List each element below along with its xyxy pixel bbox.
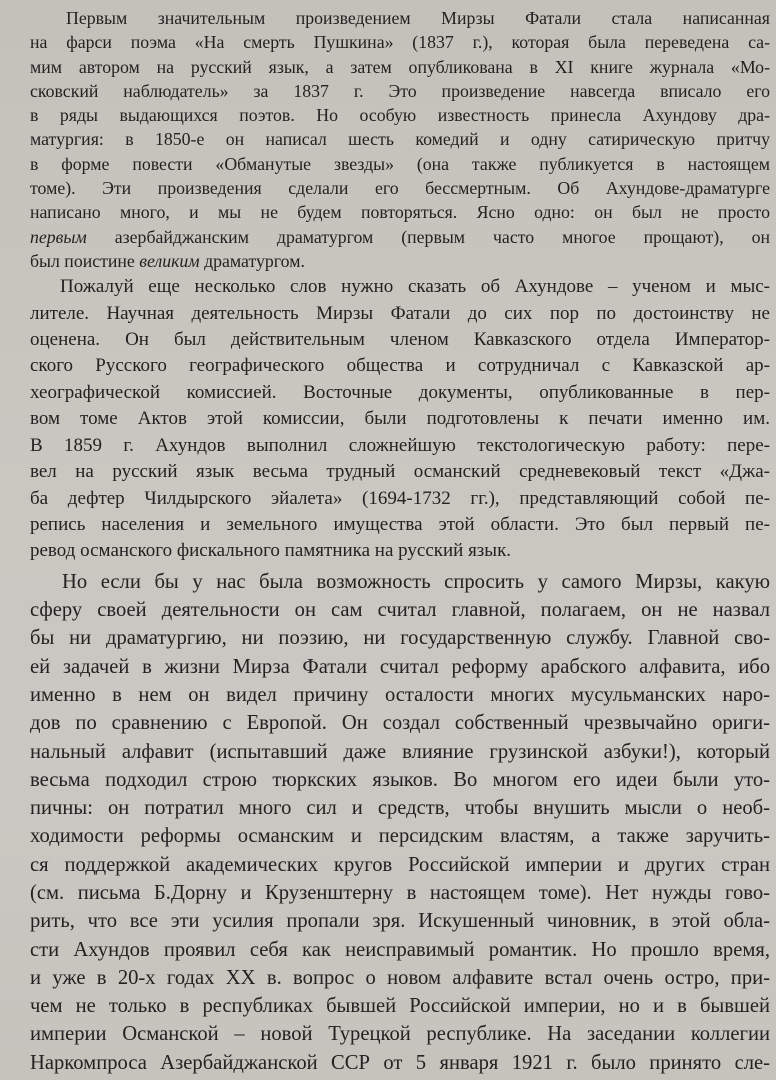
text-line: нальный алфавит (испытавший даже влияние грузинской азбуки!), который bbox=[30, 740, 770, 763]
text-line: (см. письма Б.Дорну и Крузенштерну в настоящем томе). Нет нужды гово- bbox=[30, 882, 770, 904]
text-run: азербайджанским драматургом (первым часто многое прощают), он bbox=[86, 226, 770, 247]
italic-word-velikim: великим bbox=[139, 250, 200, 271]
text-line: весьма подходил строю тюркских языков. Во многом его идеи были уто- bbox=[30, 768, 770, 791]
paragraph-3 bbox=[30, 568, 770, 1077]
text-line: Наркомпроса Азербайджанской ССР от 5 января 1921 г. было принято сле- bbox=[30, 1051, 770, 1074]
text-line bbox=[30, 225, 770, 249]
text-line: и уже в 20-х годах XX в. вопрос о новом алфавите встал очень остро, при- bbox=[30, 966, 770, 989]
text-line: в ряды выдающихся поэтов. Но особую известность принесла Ахундову дра- bbox=[30, 105, 770, 126]
text-line: мим автором на русский язык, а затем опубликована в XI книге журнала «Мо- bbox=[30, 56, 770, 77]
text-line: пичны: он потратил много сил и средств, чтобы внушить мысли о необ- bbox=[30, 797, 770, 820]
text-line: вел на русский язык весьма трудный османский средневековый текст «Джа- bbox=[30, 461, 770, 483]
text-line: ского Русского географического общества и сотрудничал с Кавказской ар- bbox=[30, 355, 770, 377]
italic-word-pervym: первым bbox=[30, 226, 87, 247]
text-line: дов по сравнению с Европой. Он создал собственный чрезвычайно ориги- bbox=[30, 712, 770, 735]
text-run: был поистине bbox=[30, 250, 140, 271]
text-line: ревод османского фискального памятника на русский язык. bbox=[30, 540, 512, 562]
text-line: написано много, и мы не будем повторяться. Ясно одно: он был не просто bbox=[30, 202, 770, 223]
text-line: ей задачей в жизни Мирза Фатали считал реформу арабского алфавита, ибо bbox=[30, 655, 770, 678]
text-line: сти Ахундов проявил себя как неисправимый романтик. Но прошло время, bbox=[30, 938, 770, 961]
text-line: оценена. Он был действительным членом Кавказского отдела Император- bbox=[30, 329, 770, 351]
text-run: драматургом. bbox=[199, 250, 305, 271]
text-line: сферу своей деятельности он сам считал главной, полагаем, он не назвал bbox=[30, 599, 770, 622]
text-line: лителе. Научная деятельность Мирзы Фатали до сих пор по достоинству не bbox=[30, 302, 770, 324]
text-line: рить, что все эти усилия пропали зря. Искушенный чиновник, в этой обла- bbox=[30, 910, 770, 933]
text-line: В 1859 г. Ахундов выполнил сложнейшую текстологическую работу: пере- bbox=[30, 434, 770, 456]
body-text bbox=[30, 6, 770, 1077]
text-line: вом томе Актов этой комиссии, были подготовлены к печати именно им. bbox=[30, 408, 770, 430]
text-line: Но если бы у нас была возможность спросить у самого Мирзы, какую bbox=[62, 570, 770, 593]
text-line: репись населения и земельного имущества этой области. Это был первый пе- bbox=[30, 513, 770, 535]
text-line: Первым значительным произведением Мирзы Фатали стала написанная bbox=[66, 8, 770, 28]
text-line: бы ни драматургию, ни поэзию, ни государственную службу. Главной сво- bbox=[30, 627, 770, 650]
text-line: чем не только в республиках бывшей Российской империи, но и в бывшей bbox=[30, 995, 770, 1018]
text-line: хеографической комиссией. Восточные документы, опубликованные в пер- bbox=[30, 381, 770, 403]
text-line: именно в нем он видел причину осталости многих мусульманских наро- bbox=[30, 683, 770, 706]
paragraph-1 bbox=[30, 6, 770, 273]
paragraph-2 bbox=[30, 274, 770, 564]
text-line: Пожалуй еще несколько слов нужно сказать об Ахундове – ученом и мыс- bbox=[60, 276, 770, 298]
text-line: ходимости реформы османским и персидским властям, а также заручить- bbox=[30, 825, 770, 848]
text-line: сковский наблюдатель» за 1837 г. Это произведение навсегда вписало его bbox=[30, 80, 770, 101]
text-line: империи Османской – новой Турецкой республике. На заседании коллегии bbox=[30, 1023, 770, 1046]
text-line: ся поддержкой академических кругов Российской империи и других стран bbox=[30, 853, 770, 876]
text-line: матургия: в 1850-е он написал шесть комедий и одну сатирическую притчу bbox=[30, 129, 770, 150]
text-line: ба дефтер Чилдырского эйалета» (1694-1732 гг.), представляющий собой пе- bbox=[30, 487, 770, 509]
text-line: в форме повести «Обманутые звезды» (она также публикуется в настоящем bbox=[30, 153, 770, 174]
text-line bbox=[30, 249, 770, 273]
text-line: на фарси поэма «На смерть Пушкина» (1837 г.), которая была переведена са- bbox=[30, 32, 770, 53]
text-line: томе). Эти произведения сделали его бессмертным. Об Ахундове-драматурге bbox=[30, 178, 770, 199]
